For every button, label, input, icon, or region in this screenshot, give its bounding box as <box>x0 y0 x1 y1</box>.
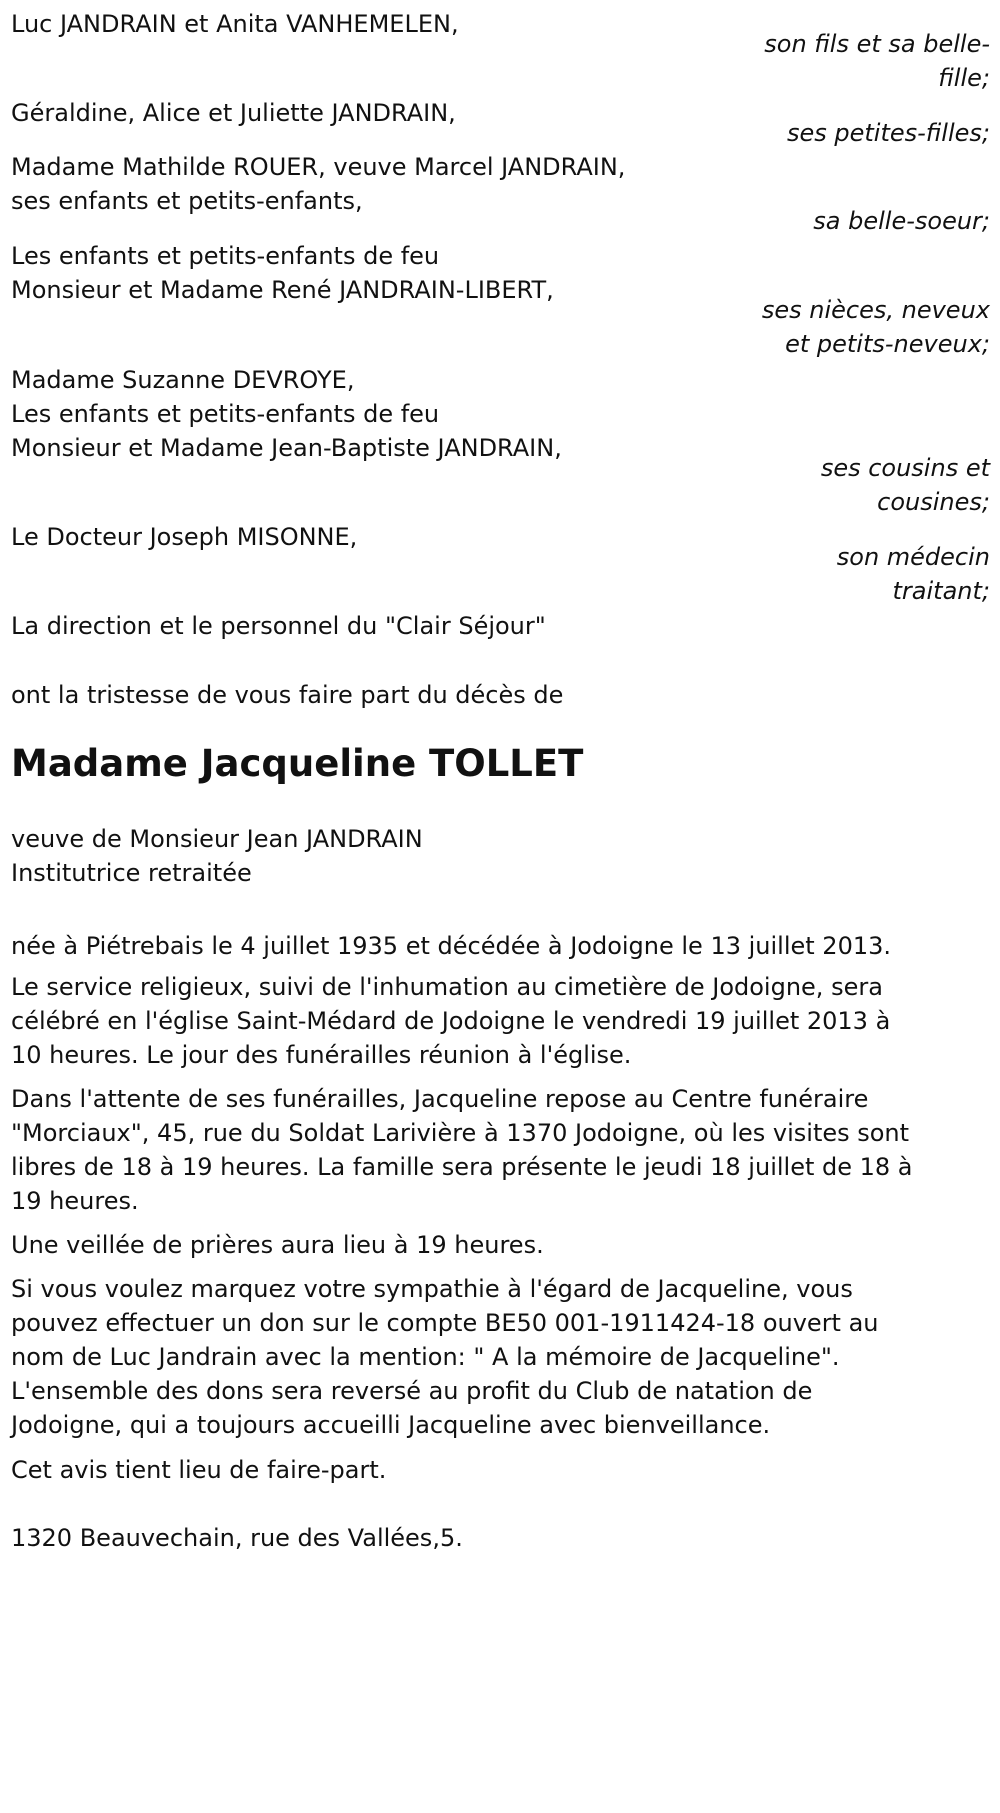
paragraph-line: Dans l'attente de ses funérailles, Jacqueline repose au Centre funéraire <box>11 1085 869 1113</box>
paragraph-line: pouvez effectuer un don sur le compte BE50 001-1911424-18 ouvert au <box>11 1309 879 1337</box>
family-line: Géraldine, Alice et Juliette JANDRAIN, <box>11 99 456 127</box>
paragraph-line: L'ensemble des dons sera reversé au profit du Club de natation de <box>11 1377 813 1405</box>
paragraph-line: nom de Luc Jandrain avec la mention: " A la mémoire de Jacqueline". <box>11 1343 840 1371</box>
family-line: La direction et le personnel du "Clair Séjour" <box>11 612 546 640</box>
relation-text: cousines; <box>877 488 990 516</box>
paragraph-line: Cet avis tient lieu de faire-part. <box>11 1456 387 1484</box>
paragraph-line: "Morciaux", 45, rue du Soldat Larivière à 1370 Jodoigne, où les visites sont <box>11 1119 910 1147</box>
paragraph-line: née à Piétrebais le 4 juillet 1935 et décédée à Jodoigne le 13 juillet 2013. <box>11 932 892 960</box>
family-line: Madame Mathilde ROUER, veuve Marcel JANDRAIN, <box>11 153 626 181</box>
deceased-detail: Institutrice retraitée <box>11 859 252 887</box>
family-line: Madame Suzanne DEVROYE, <box>11 366 355 394</box>
relation-text: son fils et sa belle- <box>764 30 990 58</box>
deceased-detail: veuve de Monsieur Jean JANDRAIN <box>11 825 423 853</box>
relation-text: ses cousins et <box>820 454 990 482</box>
paragraph-line: Si vous voulez marquez votre sympathie à l'égard de Jacqueline, vous <box>11 1275 853 1303</box>
deceased-name: Madame Jacqueline TOLLET <box>11 742 584 785</box>
relation-text: sa belle-soeur; <box>813 207 990 235</box>
family-line: Les enfants et petits-enfants de feu <box>11 242 440 270</box>
paragraph-line: célébré en l'église Saint-Médard de Jodoigne le vendredi 19 juillet 2013 à <box>11 1007 891 1035</box>
paragraph-line: 10 heures. Le jour des funérailles réunion à l'église. <box>11 1041 632 1069</box>
family-line: Monsieur et Madame Jean-Baptiste JANDRAIN, <box>11 434 562 462</box>
family-line: Le Docteur Joseph MISONNE, <box>11 523 358 551</box>
family-line: Monsieur et Madame René JANDRAIN-LIBERT, <box>11 276 554 304</box>
announcement-text: ont la tristesse de vous faire part du décès de <box>11 681 564 709</box>
relation-text: ses nièces, neveux <box>761 296 990 324</box>
family-line: Luc JANDRAIN et Anita VANHEMELEN, <box>11 10 459 38</box>
relation-text: et petits-neveux; <box>785 330 990 358</box>
paragraph-line: Le service religieux, suivi de l'inhumation au cimetière de Jodoigne, sera <box>11 973 883 1001</box>
relation-text: son médecin <box>836 543 990 571</box>
paragraph-line: libres de 18 à 19 heures. La famille sera présente le jeudi 18 juillet de 18 à <box>11 1153 913 1181</box>
relation-text: traitant; <box>892 577 990 605</box>
address-text: 1320 Beauvechain, rue des Vallées,5. <box>11 1524 463 1552</box>
family-line: ses enfants et petits-enfants, <box>11 187 363 215</box>
family-line: Les enfants et petits-enfants de feu <box>11 400 440 428</box>
paragraph-line: Jodoigne, qui a toujours accueilli Jacqueline avec bienveillance. <box>11 1411 771 1439</box>
relation-text: ses petites-filles; <box>786 119 990 147</box>
paragraph-line: 19 heures. <box>11 1187 139 1215</box>
paragraph-line: Une veillée de prières aura lieu à 19 heures. <box>11 1231 544 1259</box>
relation-text: fille; <box>938 64 990 92</box>
